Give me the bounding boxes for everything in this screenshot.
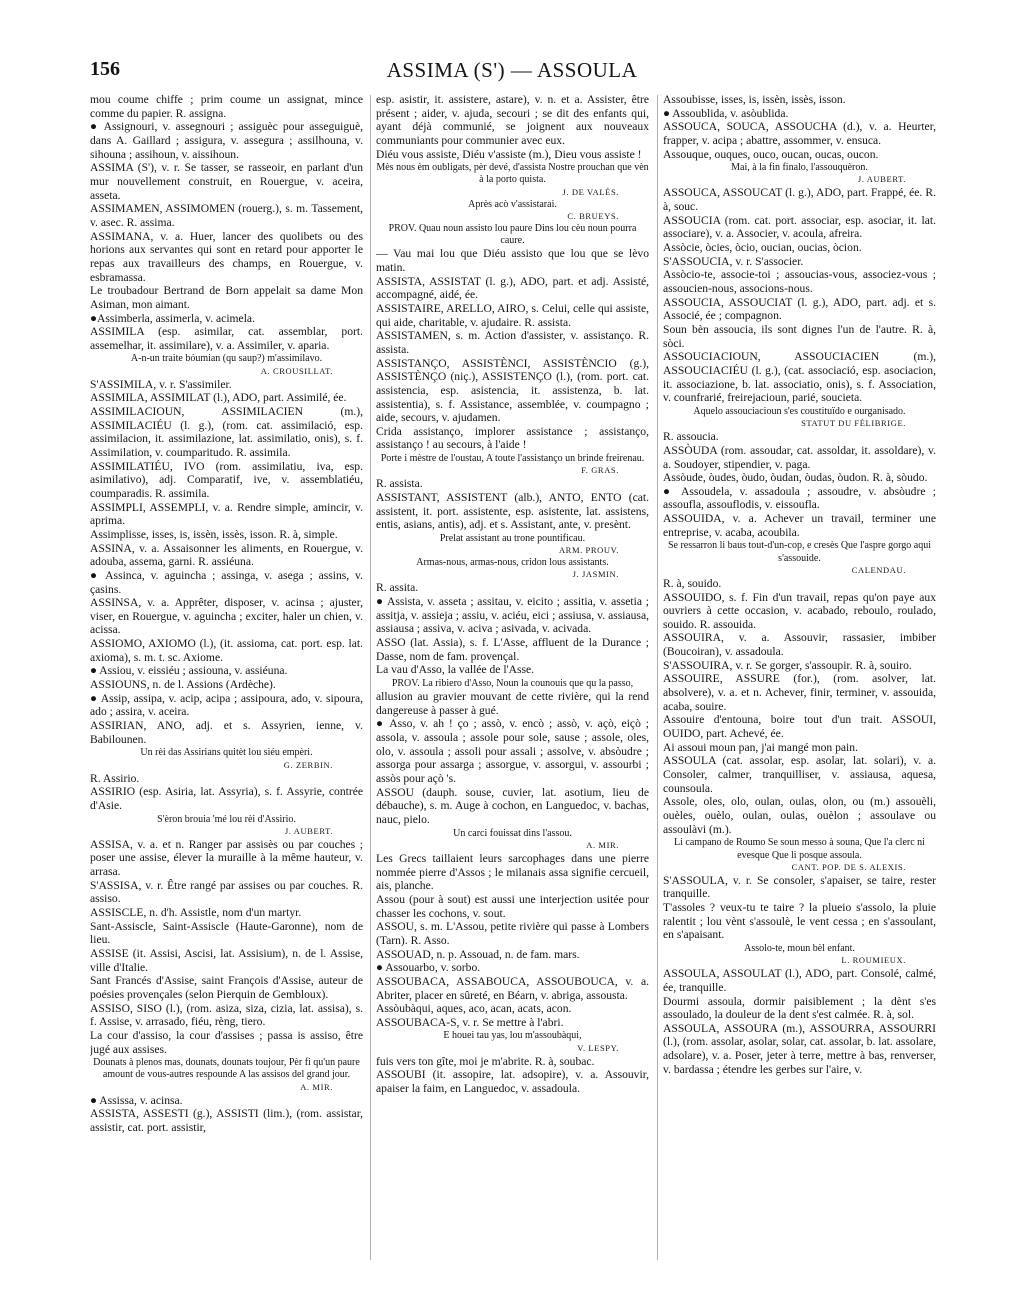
citation-verse: Mai, à la fin finalo, l'assouquèron. — [731, 162, 868, 174]
dictionary-entry: ASSISTANT, ASSISTENT (alb.), ANTO, ENTO (cat. assistent, it. port. assistente, esp. asistente, lat. assistens, entis, asians, antis), adj. et s. Assistant, ante, v. presènt. — [376, 491, 649, 532]
citation-source: J. DE VALÈS. — [562, 186, 619, 197]
dictionary-entry: ASSISTAMEN, s. m. Action d'assister, v. assistanço. R. assista. — [376, 329, 649, 356]
dictionary-entry: ASSISTAIRE, ARELLO, AIRO, s. Celui, celle qui assiste, qui aide, charitable, v. ajudaire. R. assista. — [376, 301, 649, 329]
citation-verse: Se ressarron li baus tout-d'un-cop, e cresès Que l'aspre gorgo aqui s'assouide. — [667, 540, 932, 564]
dictionary-entry: Assòude, òudes, òudo, òudan, òudas, òudon. R. à, sòudo. — [663, 471, 928, 485]
dictionary-entry: T'assoles ? veux-tu te taire ? la plueio s'assolo, la pluie ralentit ; lou vènt s'assoulè, le vent cessa ; en s'assoulant, en s'apaisant. — [663, 901, 936, 942]
citation-source: L. ROUMIEUX. — [841, 955, 906, 966]
running-head: ASSIMA (S') — ASSOULA — [386, 58, 638, 82]
citation-source: C. BRUEYS. — [567, 210, 619, 221]
dictionary-entry: ● Assissa, v. acinsa. — [90, 1093, 183, 1107]
dictionary-entry: ASSOUIRA, v. a. Assouvir, rassasier, imbiber (Boucoiran), v. assadoula. — [663, 631, 936, 659]
dictionary-entry: S'ASSOULA, v. r. Se consoler, s'apaiser, se taire, rester tranquille. — [663, 873, 936, 901]
dictionary-entry: ASSIMAMEN, ASSIMOMEN (rouerg.), s. m. Tassement, v. asec. R. assima. — [90, 202, 363, 229]
dictionary-entry: Assole, oles, olo, oulan, oulas, olon, ou (m.) assouèli, ouèles, ouèlo, oulan, oulas, ouèlon ; assoulave ou assoulàvi (m.). — [663, 795, 936, 836]
dictionary-entry: ● Assip, assipa, v. acip, acipa ; assipoura, ado, v. sipoura, ado ; assira, v. aceira. — [90, 691, 363, 719]
dictionary-entry: Assouque, ouques, ouco, oucan, oucas, oucon. — [663, 147, 879, 161]
citation-verse: Aquelo assouciacioun s'es coustituïdo e ourganisado. — [693, 405, 906, 417]
dictionary-entry: Assoubisse, isses, is, issèn, issès, isson. — [663, 93, 846, 106]
citation-source: CANT. POP. DE S. ALEXIS. — [791, 861, 906, 872]
citation-source: A. CROUSILLAT. — [260, 365, 333, 376]
dictionary-entry: ASSIMANA, v. a. Huer, lancer des quolibets ou des horions aux servantes qui sont en retard pour apporter le repas aux travailleurs des champs, en Rouergue, v. esbramassa. — [90, 229, 363, 284]
dictionary-entry: R. assoucia. — [663, 430, 719, 444]
dictionary-entry: — Vau mai lou que Diéu assisto que lou que se lèvo matin. — [376, 247, 649, 274]
dictionary-entry: ASSINA, v. a. Assaisonner les aliments, en Rouergue, v. adouba, assema, garni. R. assiéuna. — [90, 541, 363, 569]
dictionary-entry: ● Assignouri, v. assegnouri ; assiguèc pour asseguiguè, dans A. Gaillard ; assigura, v. assegura ; assilhouna, v. sihouna ; assihoun, v. aissihoun. — [90, 120, 363, 161]
dictionary-entry: Diéu vous assiste, Diéu v'assiste (m.), Dieu vous assiste ! — [376, 147, 642, 161]
dictionary-entry: Assòcio-te, associe-toi ; assoucias-vous, associez-vous ; assoucien-nous, associons-nous. — [663, 268, 936, 296]
dictionary-entry: ASSIMILA, ASSIMILAT (l.), ADO, part. Assimilé, ée. — [90, 391, 347, 405]
citation-verse: Armas-nous, armas-nous, cridon lous assistants. — [416, 557, 609, 569]
dictionary-entry: ASSOULA (cat. assolar, esp. asolar, lat. solari), v. a. Consoler, calmer, tranquilliser, v. assiausa, aquesa, counsoula. — [663, 754, 936, 795]
dictionary-entry: S'ASSOUIRA, v. r. Se gorger, s'assoupir. R. à, souiro. — [663, 658, 912, 672]
dictionary-entry: ● Assouarbo, v. sorbo. — [376, 961, 481, 975]
dictionary-entry: ASSISE (it. Assisi, Ascisi, lat. Assisium), n. de l. Assise, ville d'Italie. — [90, 947, 363, 974]
dictionary-entry: ASSOUBACA, ASSABOUCA, ASSOUBOUCA, v. a. Abriter, placer en sûreté, en Béarn, v. abriga, assousta. — [376, 974, 649, 1002]
dictionary-entry: ASSISTANÇO, ASSISTÈNCI, ASSISTÈNCIO (g.), ASSISTÈNÇO (niç.), ASSISTENÇO (l.), (rom. port. cat. assistencia, esp. asistencia, it. assistenza, b. lat. assistentia), s. f. Assistance, assemblée, v. coumpagno ; aide, secours, v. ajudamen. — [376, 356, 649, 425]
dictionary-entry: ASSOUIRE, ASSURE (for.), (rom. asolver, lat. absolvere), v. a. et n. Achever, finir, terminer, v. assouida, acaba, souire. — [663, 672, 936, 713]
dictionary-entry: ASSOUAD, n. p. Assouad, n. de fam. mars. — [376, 947, 580, 961]
citation-verse: E houei tau yas, lou m'assoubàqui, — [443, 1030, 582, 1042]
citation-source: CALENDAU. — [851, 564, 906, 575]
dictionary-entry: ASSINSA, v. a. Apprêter, disposer, v. acinsa ; ajuster, viser, en Rouergue, v. aguincha ; exciter, haler un chien, v. acissa. — [90, 596, 363, 637]
dictionary-entry: esp. asistir, it. assistere, astare), v. n. et a. Assister, être présent ; aider, v. ajuda, secouri ; se dit des enfants qui, ayant déjà communié, se joignent aux nouveaux communiants pour communier avec eux. — [376, 93, 649, 147]
dictionary-entry: Sant Francés d'Assise, saint François d'Assise, auteur de poésies provençales (selon Pierquin de Gembloux). — [90, 974, 363, 1001]
column-1 — [90, 93, 363, 1273]
dictionary-entry: R. assista. — [376, 477, 423, 491]
citation-source: STATUT DU FÉLIBRIGE. — [801, 418, 906, 429]
dictionary-entry: Les Grecs taillaient leurs sarcophages dans une pierre nommée pierre d'Assos ; le milanais assa signifie cercueil, ais, planche. — [376, 851, 649, 893]
dictionary-entry: ASSOUBACA-S, v. r. Se mettre à l'abri. — [376, 1015, 564, 1029]
dictionary-entry: R. Assirio. — [90, 771, 140, 785]
citation-source: J. JASMIN. — [572, 569, 619, 580]
citation-source: J. AUBERT. — [857, 174, 906, 185]
dictionary-entry: ASSISO, SISO (l.), (rom. asiza, siza, cizia, lat. assisa), s. f. Assise, v. arrasado, fiéu, rèng, tiero. — [90, 1001, 363, 1029]
dictionary-entry: allusion au gravier mouvant de cette rivière, qui la rend dangereuse à passer à gué. — [376, 690, 649, 717]
citation-source: A. MIR. — [586, 839, 619, 850]
dictionary-entry: ASSOUCIACIOUN, ASSOUCIACIEN (m.), ASSOUCIACIÉU (l. g.), (cat. associació, esp. asociacion, it. associazione, b. lat. associatio, onis), s. f. Association, v. counfrarié, freirejacioun, parié, soucieta. — [663, 350, 936, 405]
dictionary-entry: ASSISA, v. a. et n. Ranger par assisès ou par couches ; poser une assise, élever la muraille à la même hauteur, v. arrasa. — [90, 837, 363, 879]
dictionary-entry: La vau d'Asso, la vallée de l'Asse. — [376, 663, 535, 677]
citation-source: G. ZERBIN. — [283, 759, 333, 770]
dictionary-entry: ASSOUIDO, s. f. Fin d'un travail, repas qu'on paye aux ouvriers à cette occasion, v. acabado, reboulo, roulado, souido. R. assouida. — [663, 590, 936, 631]
dictionary-entry: ASSÒUDA (rom. assoudar, cat. assoldar, it. assoldare), v. a. Soudoyer, stipendier, v. paga. — [663, 443, 936, 471]
dictionary-entry: Dourmi assoula, dormir paisiblement ; la dènt s'es assoulado, la douleur de la dent s'est calmée. R. à, sol. — [663, 994, 936, 1022]
dictionary-entry: ASSO (lat. Assia), s. f. L'Asse, affluent de la Durance ; Dasse, nom de fam. provençal. — [376, 636, 649, 663]
dictionary-entry: ASSIMILATIÉU, IVO (rom. assimilatiu, iva, esp. asimilativo), adj. Comparatif, ive, v. assemblatiéu, coumparadis. R. assimila. — [90, 459, 363, 500]
dictionary-entry: ASSIOMO, AXIOMO (l.), (it. assioma, cat. port. esp. lat. axioma), s. m. t. sc. Axiome. — [90, 637, 363, 664]
dictionary-entry: ASSOUCA, ASSOUCAT (l. g.), ADO, part. Frappé, ée. R. à, souc. — [663, 186, 936, 214]
citation-verse: Assolo-te, moun bèl enfant. — [744, 943, 855, 954]
citation-verse: Dounats à plenos mas, dounats, dounats toujour, Pèr fi qu'un paure amount de vous-autres respounde A las assisos del grand jour. — [93, 1057, 360, 1081]
dictionary-entry: ● Assoudela, v. assadoula ; assoudre, v. absòudre ; assoufla, assouflodis, v. eissoufla. — [663, 484, 936, 512]
citation-verse: PROV. Quau noun assisto lou paure Dins lou cèu noun pourra caure. — [388, 222, 637, 247]
column-2 — [376, 93, 649, 1273]
citation-source: V. LESPY. — [577, 1042, 619, 1053]
dictionary-entry: ASSISTA, ASSESTI (g.), ASSISTI (lim.), (rom. assistar, assistir, cat. port. assistir, — [90, 1107, 363, 1134]
dictionary-entry: ASSOU (dauph. souse, cuvier, lat. asotium, lieu de débauche), s. m. Auge à cochon, en Languedoc, v. bachas, nauc, pielo. — [376, 785, 649, 827]
page-header — [90, 58, 934, 88]
dictionary-entry: S'ASSOUCIA, v. r. S'associer. — [663, 254, 804, 268]
dictionary-entry: ASSIOUNS, n. de l. Assions (Ardèche). — [90, 678, 276, 692]
dictionary-entry: fuis vers ton gîte, moi je m'abrite. R. à, soubac. — [376, 1054, 595, 1068]
citation-verse: A-n-un traite bóumian (qu saup?) m'assimilavo. — [130, 353, 323, 365]
citation-verse: Li campano de Roumo Se soun messo à souna, Que l'a clerc ni evesque Que li posque assoula. — [674, 837, 925, 861]
page-number: 156 — [90, 58, 120, 80]
dictionary-entry: Assimplisse, isses, is, issèn, issès, isson. R. à, simple. — [90, 527, 338, 541]
dictionary-entry: Crida assistanço, implorer assistance ; assistanço, assistanço ! au secours, à l'aide ! — [376, 424, 649, 452]
dictionary-entry: ASSOUCIA (rom. cat. port. associar, esp. asociar, it. lat. associare), v. a. Associer, v. acoula, afreira. — [663, 213, 936, 241]
column-3 — [663, 93, 936, 1273]
citation-source: J. AUBERT. — [284, 825, 333, 836]
dictionary-entry: ● Assiou, v. eissiéu ; assiouna, v. assiéuna. — [90, 664, 288, 678]
dictionary-entry: ASSISTA, ASSISTAT (l. g.), ADO, part. et adj. Assisté, accompagné, aidé, ée. — [376, 274, 649, 302]
dictionary-entry: ● Assinca, v. aguincha ; assinga, v. asega ; assins, v. çasins. — [90, 568, 363, 596]
citation-verse: PROV. La ribiero d'Asso, Noun la counouis que qu la passo, — [391, 677, 634, 689]
dictionary-entry: mou coume chiffe ; prim coume un assignat, mince comme du papier. R. assigna. — [90, 93, 363, 120]
citation-verse: S'èron brouia 'mé lou rèi d'Assirio. — [157, 813, 296, 825]
dictionary-entry: Assòcie, òcies, òcio, oucian, oucias, òcion. — [663, 241, 862, 255]
dictionary-entry: S'ASSISA, v. r. Être rangé par assises ou par couches. R. assiso. — [90, 878, 363, 906]
citation-source: ARM. PROUV. — [558, 545, 619, 556]
citation-verse: Un carci fouissat dins l'assou. — [453, 827, 572, 839]
citation-verse: Après acò v'assistarai. — [468, 198, 557, 210]
citation-verse: Mès nous èm oubligats, pèr devé, d'assista Nostre prouchan que vèn à la porto quista. — [376, 162, 649, 186]
dictionary-entry: Sant-Assiscle, Saint-Assiscle (Haute-Garonne), nom de lieu. — [90, 919, 363, 947]
dictionary-entry: Le troubadour Bertrand de Born appelait sa dame Mon Asiman, mon aimant. — [90, 284, 363, 311]
citation-verse: Prelat assistant au trone pountificau. — [439, 532, 586, 544]
dictionary-entry: La cour d'assiso, la cour d'assises ; passa is assiso, être jugé aux assises. — [90, 1028, 363, 1056]
dictionary-entry: ASSOULA, ASSOULAT (l.), ADO, part. Consolé, calmé, ée, tranquille. — [663, 967, 936, 994]
citation-verse: Porte i mèstre de l'oustau, A toute l'assistanço un brinde freirenau. — [380, 453, 645, 465]
dictionary-entry: ASSIMILA (esp. asimilar, cat. assemblar, port. assemelhar, it. assimilare), v. a. Assimiler, v. aparia. — [90, 325, 363, 352]
dictionary-entry: R. à, souido. — [663, 576, 722, 590]
dictionary-entry: ASSOUBI (it. assopire, lat. adsopire), v. a. Assouvir, apaiser la faim, en Languedoc, v. assadoula. — [376, 1068, 649, 1095]
dictionary-entry: ASSIMA (S'), v. r. Se tasser, se rasseoir, en parlant d'un mur nouvellement construit, en Rouergue, v. aceira, asseta. — [90, 161, 363, 202]
dictionary-entry: Assòubàqui, aques, aco, acan, acats, acon. — [376, 1002, 572, 1016]
dictionary-entry: ●Assimberla, assimerla, v. acimela. — [90, 311, 255, 325]
dictionary-entry: ASSOUCIA, ASSOUCIAT (l. g.), ADO, part. adj. et s. Associé, ée ; compagnon. — [663, 295, 936, 323]
dictionary-entry: ASSIMILACIOUN, ASSIMILACIEN (m.), ASSIMILACIÉU (l. g.), (rom. cat. assimilació, esp. assimilacion, it. assimilazione, lat. assimilatio, onis), s. f. Assimilation, v. coumparitudo. R. assimila. — [90, 404, 363, 459]
dictionary-entry: ASSISCLE, n. d'h. Assistle, nom d'un martyr. — [90, 906, 302, 920]
entry-columns — [90, 93, 936, 1273]
dictionary-entry: ASSOU, s. m. L'Assou, petite rivière qui passe à Lombers (Tarn). R. Asso. — [376, 920, 649, 947]
citation-source: F. GRAS. — [581, 465, 619, 476]
dictionary-entry: Assouire d'entouna, boire tout d'un trait. ASSOUI, OUIDO, part. Achevé, ée. — [663, 713, 936, 741]
citation-source: A. MIR. — [300, 1081, 333, 1092]
dictionary-entry: R. assita. — [376, 581, 419, 595]
dictionary-entry: ASSIMPLI, ASSEMPLI, v. a. Rendre simple, amincir, v. aprima. — [90, 500, 363, 528]
dictionary-entry: ASSOUIDA, v. a. Achever un travail, terminer une entreprise, v. acaba, acoubila. — [663, 512, 936, 539]
dictionary-entry: ASSIRIO (esp. Asiria, lat. Assyria), s. f. Assyrie, contrée d'Asie. — [90, 785, 363, 812]
dictionary-entry: ASSOULA, ASSOURA (m.), ASSOURRA, ASSOURRI (l.), (rom. assolar, asolar, solar, cat. assolar, b. lat. assolare, adsolare), v. a. Poser, jeter à terre, mettre à bas, renverser, v. bardassa ; étendre les gerbes sur l'aire, v. — [663, 1021, 936, 1076]
dictionary-entry: ● Assoublida, v. asòublida. — [663, 106, 789, 120]
dictionary-entry: Soun bèn assoucia, ils sont dignes l'un de l'autre. R. à, sòci. — [663, 323, 936, 350]
dictionary-entry: ● Asso, v. ah ! ço ; assò, v. encò ; assò, v. açò, eiçò ; assola, v. assoula ; assole pour sole, sause ; assole, oles, olo, v. assoula ; assoli pour assali ; assolve, v. absòudre ; assorga pour assarga ; assorgue, v. assorgui, v. assourbi ; assòs pour açò 's. — [376, 717, 649, 786]
dictionary-entry: ASSOUCA, SOUCA, ASSOUCHA (d.), v. a. Heurter, frapper, v. acipa ; abattre, assommer, v. ensuca. — [663, 120, 936, 147]
citation-verse: Un rèi das Assirians quitèt lou siéu empèri. — [140, 747, 313, 759]
dictionary-entry: ASSIRIAN, ANO, adj. et s. Assyrien, ienne, v. Babilounen. — [90, 719, 363, 746]
dictionary-entry: S'ASSIMILA, v. r. S'assimiler. — [90, 377, 232, 391]
dictionary-entry: ● Assista, v. asseta ; assitau, v. eicito ; assitia, v. assetia ; assitja, v. assieja ; assiu, v. aciéu, eici ; assiusa, v. assiausa, assiausa ; assiva, v. aciva ; asivada, v. acivada. — [376, 595, 649, 636]
dictionary-entry: Ai assoui moun pan, j'ai mangé mon pain. — [663, 740, 858, 754]
dictionary-entry: Assou (pour à sout) est aussi une interjection usitée pour chasser les cochons, v. sout. — [376, 892, 649, 920]
